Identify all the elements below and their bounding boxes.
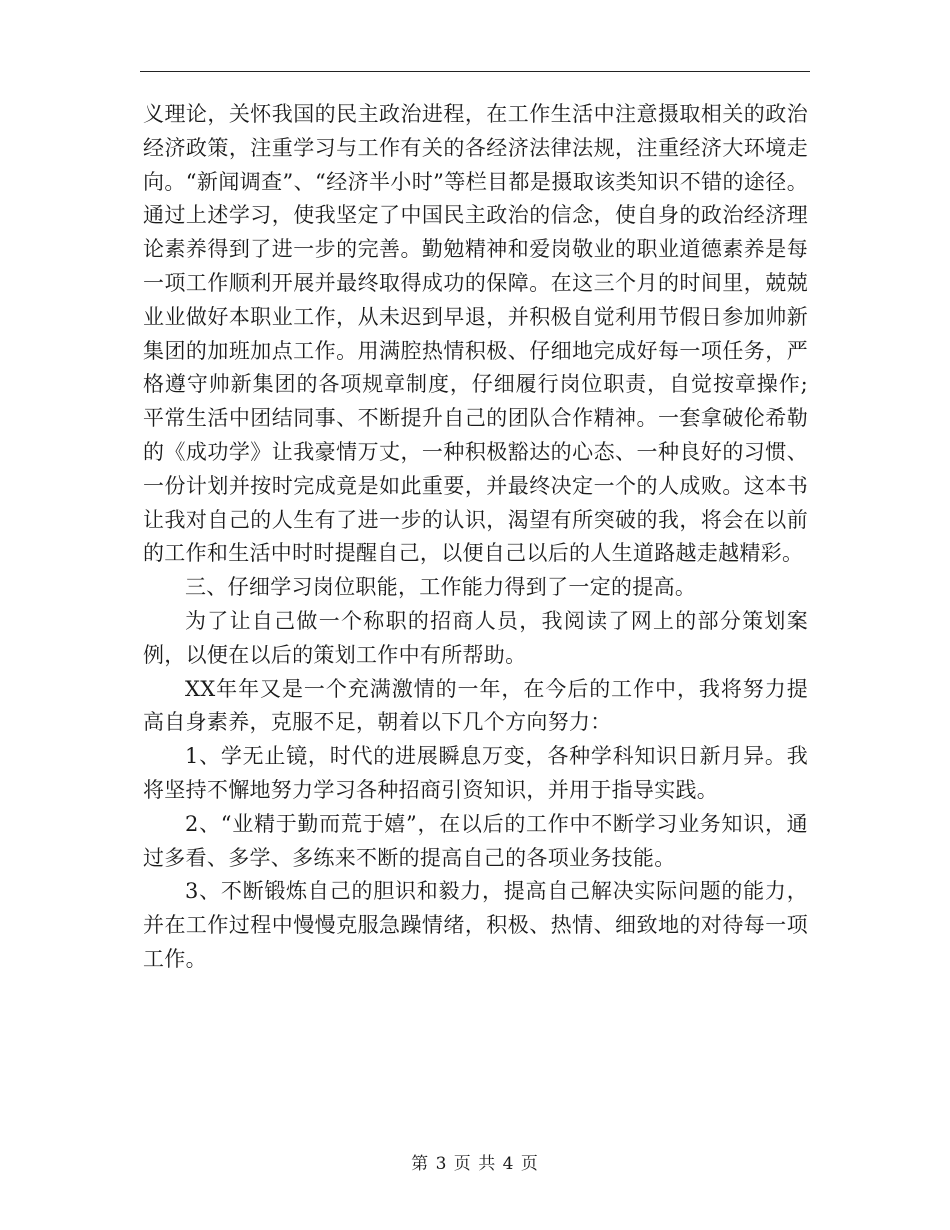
paragraph-1: 义理论，关怀我国的民主政治进程，在工作生活中注意摄取相关的政治经济政策，注重学习与工作有关的各经济法律法规，注重经济大环境走向。“新闻调查”、“经济半小时”等栏目都是摄取该类知识不错的途径。通过上述学习，使我坚定了中国民主政治的信念，使自身的政治经济理论素养得到了进一步的完善。勤勉精神和爱岗敬业的职业道德素养是每一项工作顺利开展并最终取得成功的保障。在这三个月的时间里，兢兢业业做好本职业工作，从未迟到早退，并积极自觉利用节假日参加帅新集团的加班加点工作。用满腔热情积极、仔细地完成好每一项任务，严格遵守帅新集团的各项规章制度，仔细履行岗位职责，自觉按章操作;平常生活中团结同事、不断提升自己的团队合作精神。一套拿破伦希勒的《成功学》让我豪情万丈，一种积极豁达的心态、一种良好的习惯、一份计划并按时完成竟是如此重要，并最终决定一个的人成败。这本书让我对自己的人生有了进一步的认识，渴望有所突破的我，将会在以前的工作和生活中时时提醒自己，以便自己以后的人生道路越走越精彩。 — [143, 102, 808, 566]
paragraph-6: 2、“业精于勤而荒于嬉”，在以后的工作中不断学习业务知识，通过多看、多学、多练来不断的提高自己的各项业务技能。 — [143, 811, 808, 870]
paragraph-2: 三、仔细学习岗位职能，工作能力得到了一定的提高。 — [185, 575, 697, 600]
paragraph-7: 3、不断锻炼自己的胆识和毅力，提高自己解决实际问题的能力，并在工作过程中慢慢克服急躁情绪，积极、热情、细致地的对待每一项工作。 — [143, 879, 808, 971]
paragraph-4: XX年年又是一个充满激情的一年，在今后的工作中，我将努力提高自身素养，克服不足，朝着以下几个方向努力： — [143, 676, 808, 735]
header-rule — [140, 71, 810, 72]
page-footer: 第 3 页 共 4 页 — [411, 1154, 539, 1174]
paragraph-5: 1、学无止镜，时代的进展瞬息万变，各种学科知识日新月异。我将坚持不懈地努力学习各种招商引资知识，并用于指导实践。 — [143, 744, 808, 802]
body-text — [143, 98, 808, 977]
paragraph-3: 为了让自己做一个称职的招商人员，我阅读了网上的部分策划案例，以便在以后的策划工作中有所帮助。 — [143, 608, 808, 667]
